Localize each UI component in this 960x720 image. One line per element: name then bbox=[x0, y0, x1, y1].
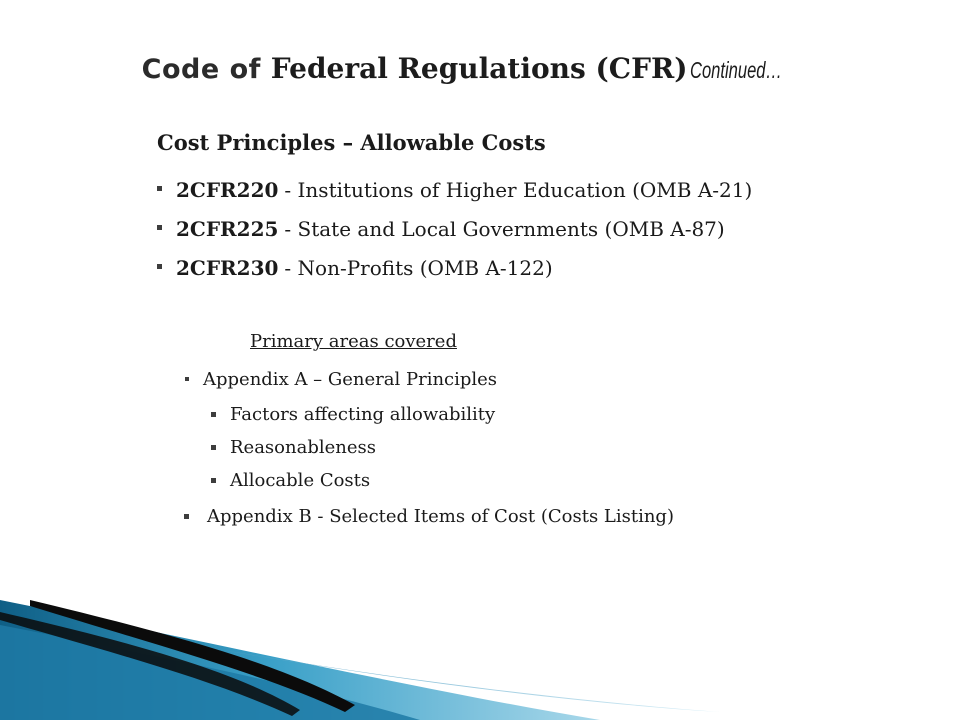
appendix-a-subitems bbox=[211, 398, 495, 497]
subitem-label: Reasonableness bbox=[230, 437, 376, 458]
slide-title bbox=[0, 52, 960, 85]
cfr-code: 2CFR225 bbox=[176, 216, 279, 241]
square-bullet-icon bbox=[184, 514, 189, 519]
bullet-icon bbox=[157, 186, 162, 191]
list-item bbox=[211, 398, 495, 431]
list-item bbox=[184, 502, 674, 530]
appendix-a-label: Appendix A – General Principles bbox=[203, 368, 498, 390]
square-bullet-icon bbox=[211, 445, 216, 450]
list-item bbox=[211, 431, 495, 464]
bullet-icon bbox=[157, 264, 162, 269]
appendix-b-list bbox=[184, 502, 674, 530]
cfr-code: 2CFR230 bbox=[176, 255, 279, 280]
appendix-a-list bbox=[185, 366, 497, 392]
cfr-description: - Non-Profits (OMB A-122) bbox=[284, 255, 553, 280]
section-heading: Cost Principles – Allowable Costs bbox=[157, 130, 546, 155]
list-item bbox=[211, 464, 495, 497]
list-item bbox=[157, 170, 752, 209]
square-bullet-icon bbox=[211, 478, 216, 483]
cfr-bullet-list bbox=[157, 170, 752, 287]
cfr-code: 2CFR220 bbox=[176, 177, 279, 202]
list-item bbox=[185, 366, 497, 392]
subitem-label: Allocable Costs bbox=[230, 470, 371, 491]
bullet-icon bbox=[157, 225, 162, 230]
list-item bbox=[157, 209, 752, 248]
bullet-icon bbox=[185, 377, 189, 381]
square-bullet-icon bbox=[211, 412, 216, 417]
cfr-description: - State and Local Governments (OMB A-87) bbox=[284, 216, 725, 241]
list-item bbox=[157, 248, 752, 287]
title-part-code-of: Code of bbox=[141, 54, 271, 85]
title-part-federal-regulations: Federal Regulations (CFR) bbox=[270, 52, 688, 85]
appendix-b-label: Appendix B - Selected Items of Cost (Costs Listing) bbox=[207, 505, 674, 527]
cfr-description: - Institutions of Higher Education (OMB A-21) bbox=[284, 177, 753, 202]
primary-areas-heading: Primary areas covered bbox=[250, 331, 457, 352]
title-part-continued: Continued… bbox=[690, 57, 783, 83]
subitem-label: Factors affecting allowability bbox=[230, 404, 496, 425]
